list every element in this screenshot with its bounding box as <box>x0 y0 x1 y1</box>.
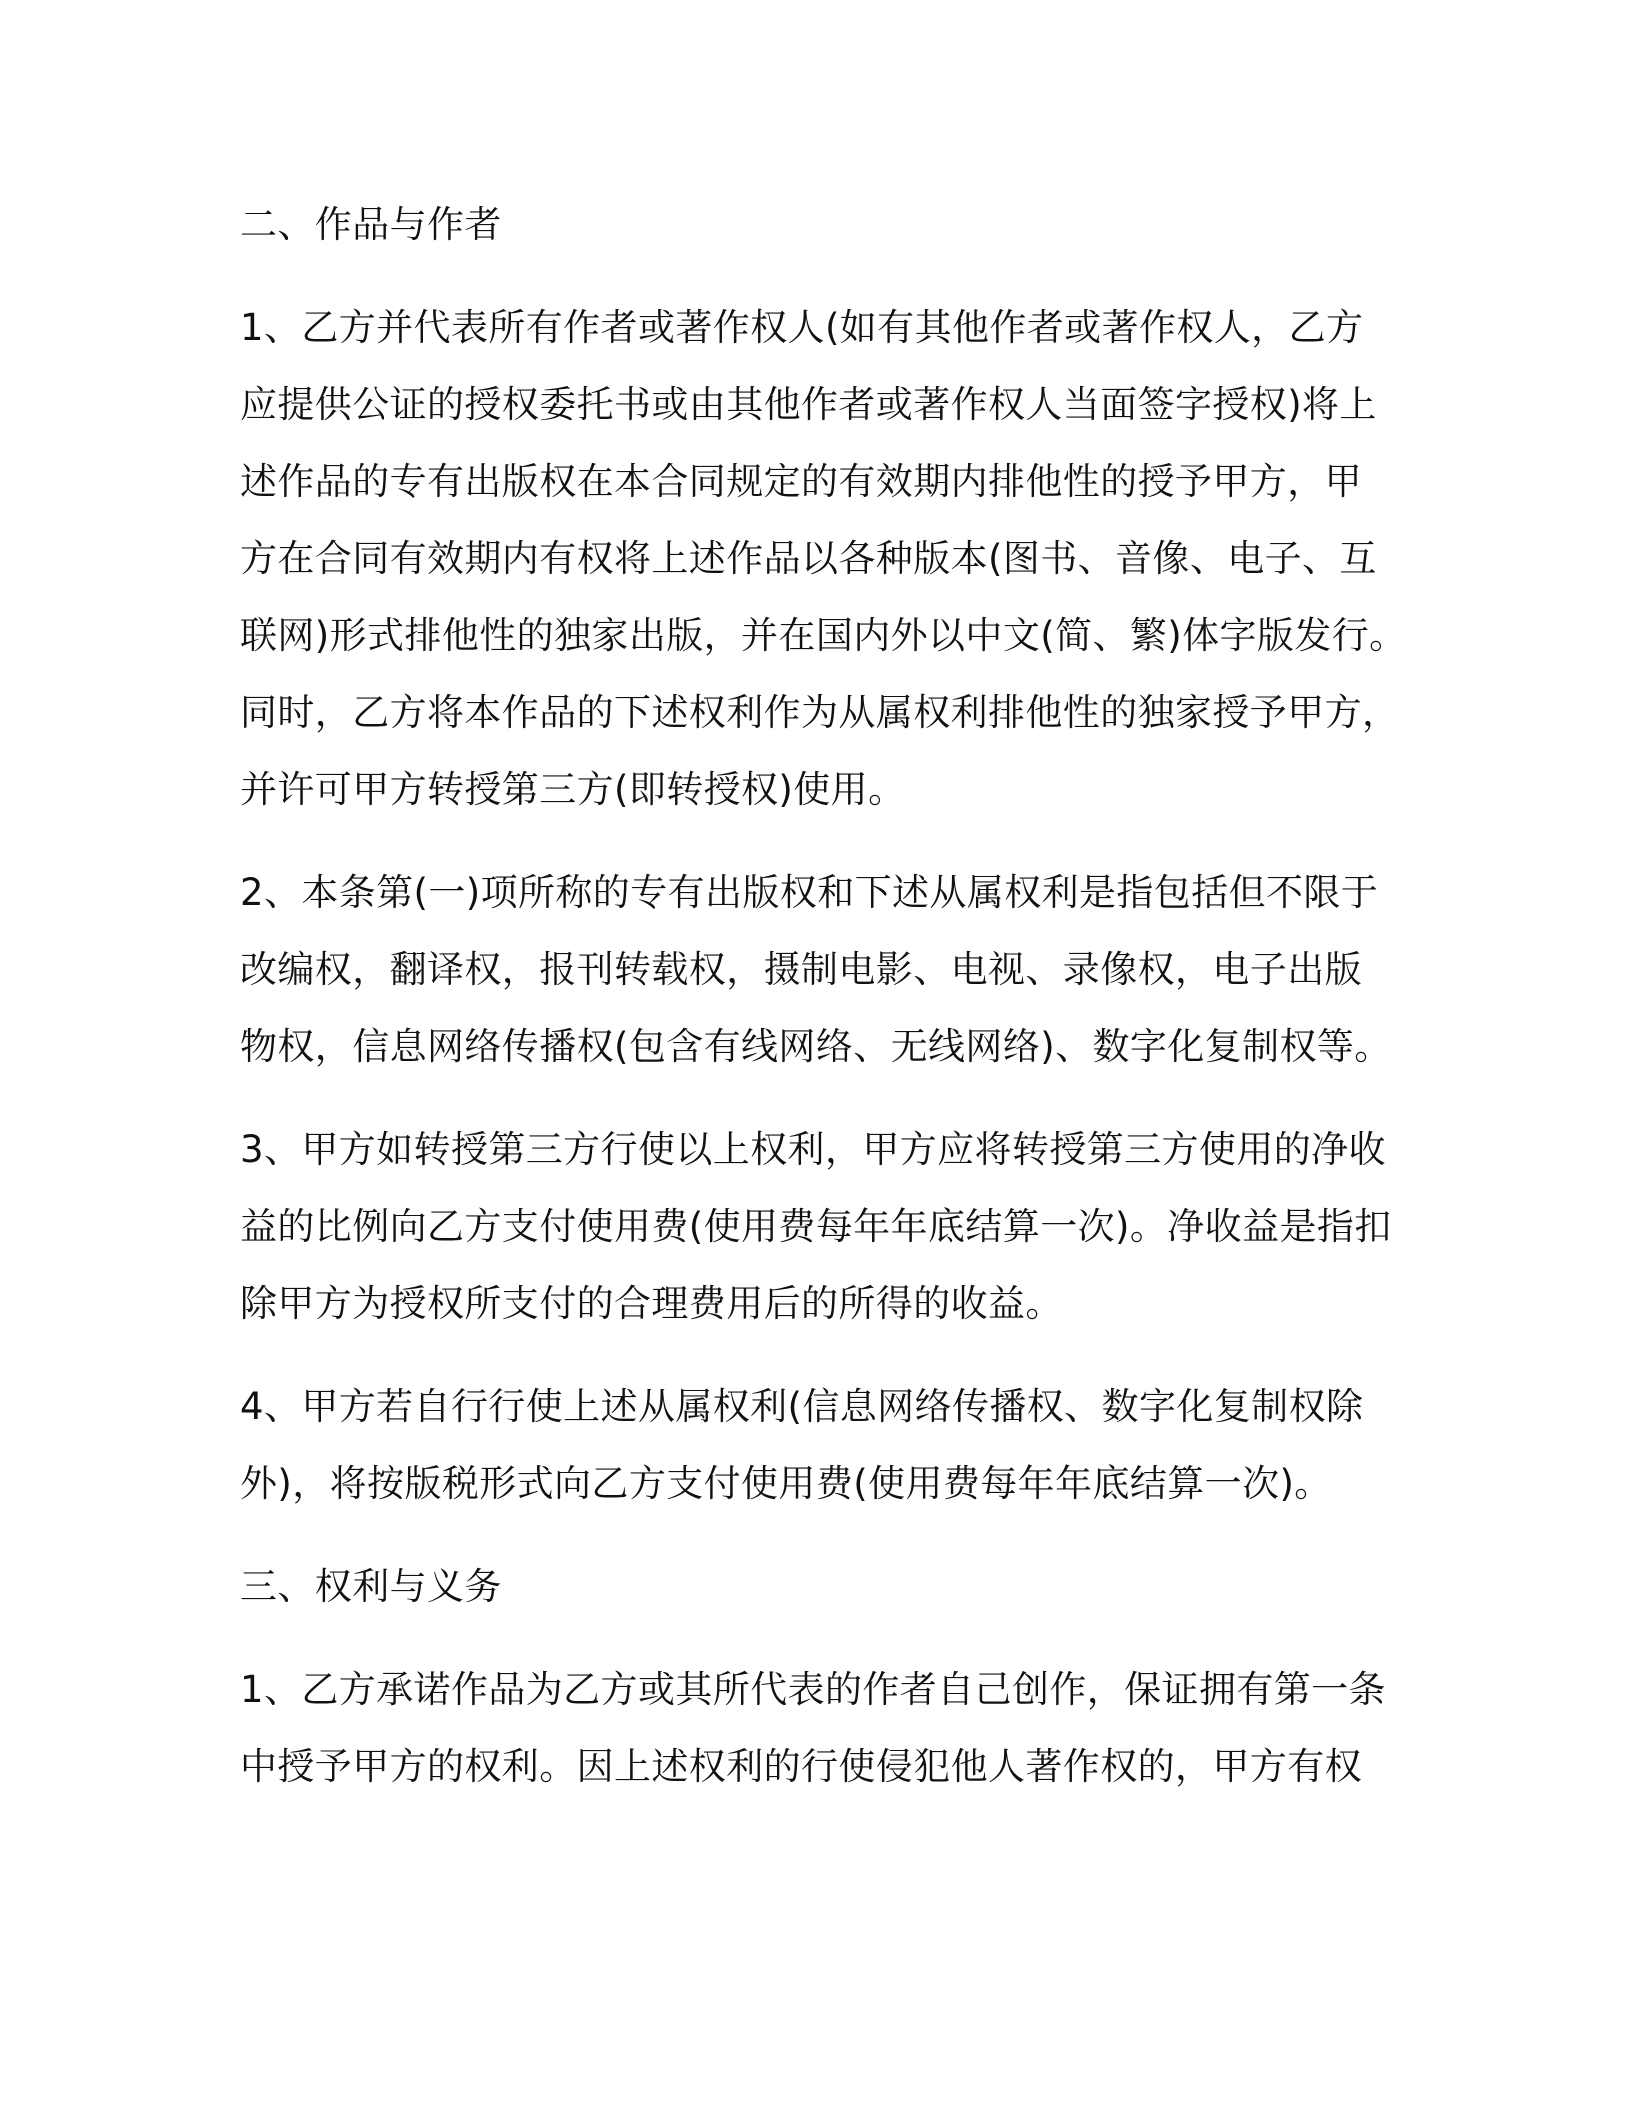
text-line: 三、权利与义务 <box>240 1565 502 1608</box>
text-line: 2、本条第(一)项所称的专有出版权和下述从属权利是指包括但不限于 <box>240 871 1379 914</box>
text-line: 改编权，翻译权，报刊转载权，摄制电影、电视、录像权，电子出版 <box>240 948 1362 991</box>
text-line: 并许可甲方转授第三方(即转授权)使用。 <box>240 768 906 811</box>
text-line: 应提供公证的授权委托书或由其他作者或著作权人当面签字授权)将上 <box>240 383 1377 426</box>
clause-2-3-paragraph <box>240 1111 1390 1342</box>
text-line: 1、乙方并代表所有作者或著作权人(如有其他作者或著作权人，乙方 <box>240 306 1364 349</box>
text-line: 二、作品与作者 <box>240 203 502 246</box>
text-line: 物权，信息网络传播权(包含有线网络、无线网络)、数字化复制权等。 <box>240 1025 1392 1068</box>
section-heading-rights-and-obligations <box>240 1548 1390 1625</box>
text-line: 外)，将按版税形式向乙方支付使用费(使用费每年年底结算一次)。 <box>240 1462 1332 1505</box>
clause-2-1-paragraph <box>240 289 1407 828</box>
text-line: 4、甲方若自行行使上述从属权利(信息网络传播权、数字化复制权除 <box>240 1385 1364 1428</box>
text-line: 同时，乙方将本作品的下述权利作为从属权利排他性的独家授予甲方， <box>240 691 1400 734</box>
clause-2-4-paragraph <box>240 1368 1390 1522</box>
text-line: 联网)形式排他性的独家出版，并在国内外以中文(简、繁)体字版发行。 <box>240 614 1407 657</box>
clause-3-1-paragraph <box>240 1651 1390 1805</box>
text-line: 1、乙方承诺作品为乙方或其所代表的作者自己创作，保证拥有第一条 <box>240 1668 1386 1711</box>
text-line: 述作品的专有出版权在本合同规定的有效期内排他性的授予甲方，甲 <box>240 460 1362 503</box>
text-line: 方在合同有效期内有权将上述作品以各种版本(图书、音像、电子、互 <box>240 537 1377 580</box>
text-line: 中授予甲方的权利。因上述权利的行使侵犯他人著作权的，甲方有权 <box>240 1745 1362 1788</box>
text-line: 3、甲方如转授第三方行使以上权利，甲方应将转授第三方使用的净收 <box>240 1128 1386 1171</box>
text-line: 除甲方为授权所支付的合理费用后的所得的收益。 <box>240 1282 1063 1325</box>
text-line: 益的比例向乙方支付使用费(使用费每年年底结算一次)。净收益是指扣 <box>240 1205 1392 1248</box>
section-heading-works-and-authors <box>240 186 1390 263</box>
document-body <box>240 186 1407 1831</box>
clause-2-2-paragraph <box>240 854 1390 1085</box>
